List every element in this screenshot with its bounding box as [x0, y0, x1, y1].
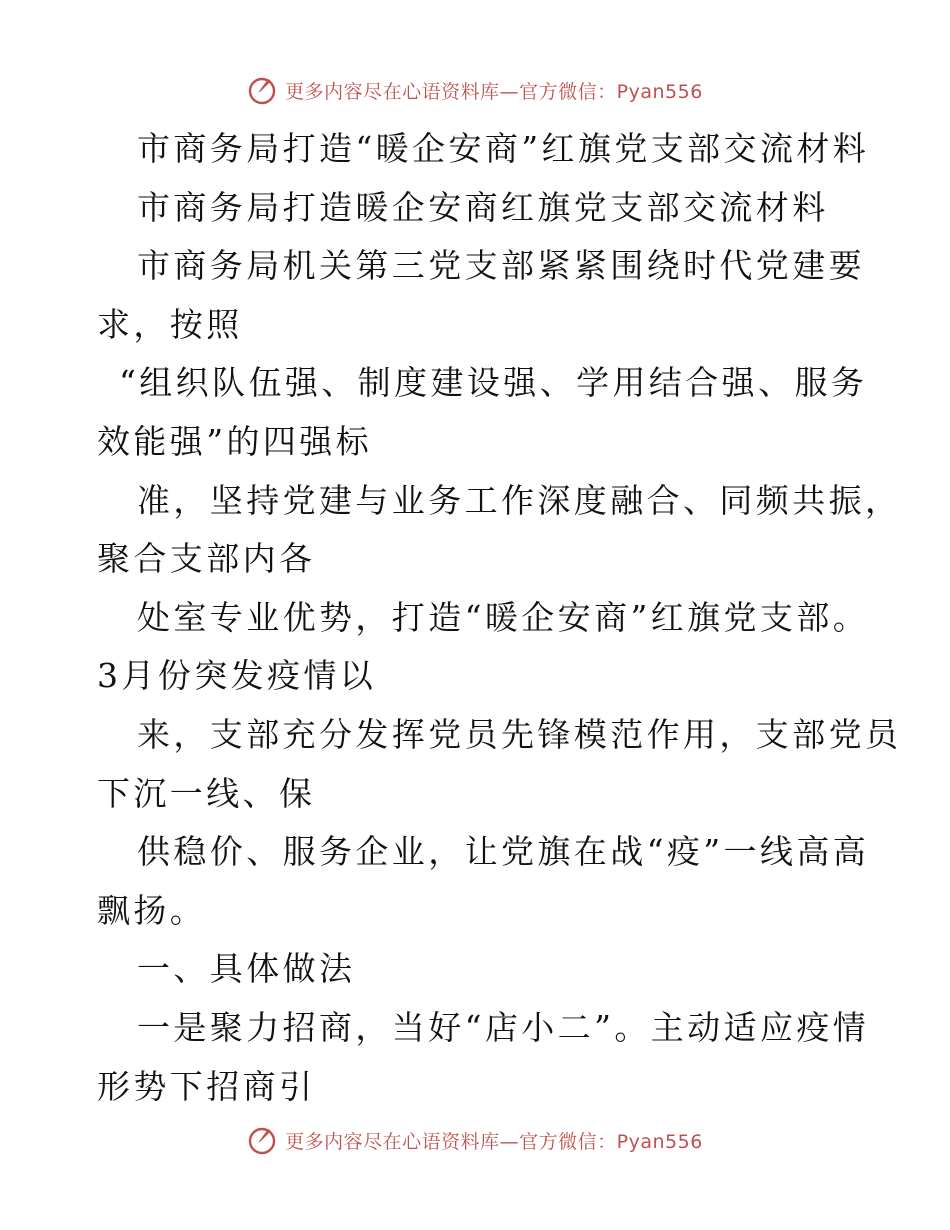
paragraph-line: 聚合支部内各 [97, 539, 316, 579]
paragraph-line: 来，支部充分发挥党员先锋模范作用，支部党员 [137, 714, 902, 754]
paragraph-line: 处室专业优势，打造“暖企安商”红旗党支部。 [137, 597, 870, 637]
paragraph-line: 供稳价、服务企业，让党旗在战“疫”一线高高 [137, 832, 870, 872]
document-subtitle: 市商务局打造暖企安商红旗党支部交流材料 [137, 187, 829, 227]
paragraph-line: 市商务局机关第三党支部紧紧围绕时代党建要 [137, 246, 865, 286]
quill-logo-icon [247, 1125, 277, 1155]
document-body [97, 120, 902, 1116]
footer-banner [0, 1122, 950, 1158]
paragraph-line: 形势下招商引 [97, 1066, 316, 1106]
paragraph-line: 飘扬。 [97, 890, 207, 930]
header-banner-text: 更多内容尽在心语资料库—官方微信：Pyan556 [285, 80, 703, 103]
paragraph-line: 一是聚力招商，当好“店小二”。主动适应疫情 [137, 1007, 870, 1047]
paragraph-line: 准，坚持党建与业务工作深度融合、同频共振， [137, 480, 902, 520]
document-title: 市商务局打造“暖企安商”红旗党支部交流材料 [137, 129, 870, 168]
quill-logo-icon [247, 75, 277, 105]
section-heading: 一、具体做法 [137, 949, 356, 989]
paragraph-line: 效能强”的四强标 [97, 421, 373, 461]
paragraph-line: 下沉一线、保 [97, 773, 316, 813]
paragraph-line: 求，按照 [97, 304, 243, 344]
footer-banner-text: 更多内容尽在心语资料库—官方微信：Pyan556 [285, 1130, 703, 1153]
paragraph-line: “组织队伍强、制度建设强、学用结合强、服务 [119, 363, 868, 403]
header-banner [0, 72, 950, 108]
paragraph-line: 3月份突发疫情以 [97, 656, 377, 696]
